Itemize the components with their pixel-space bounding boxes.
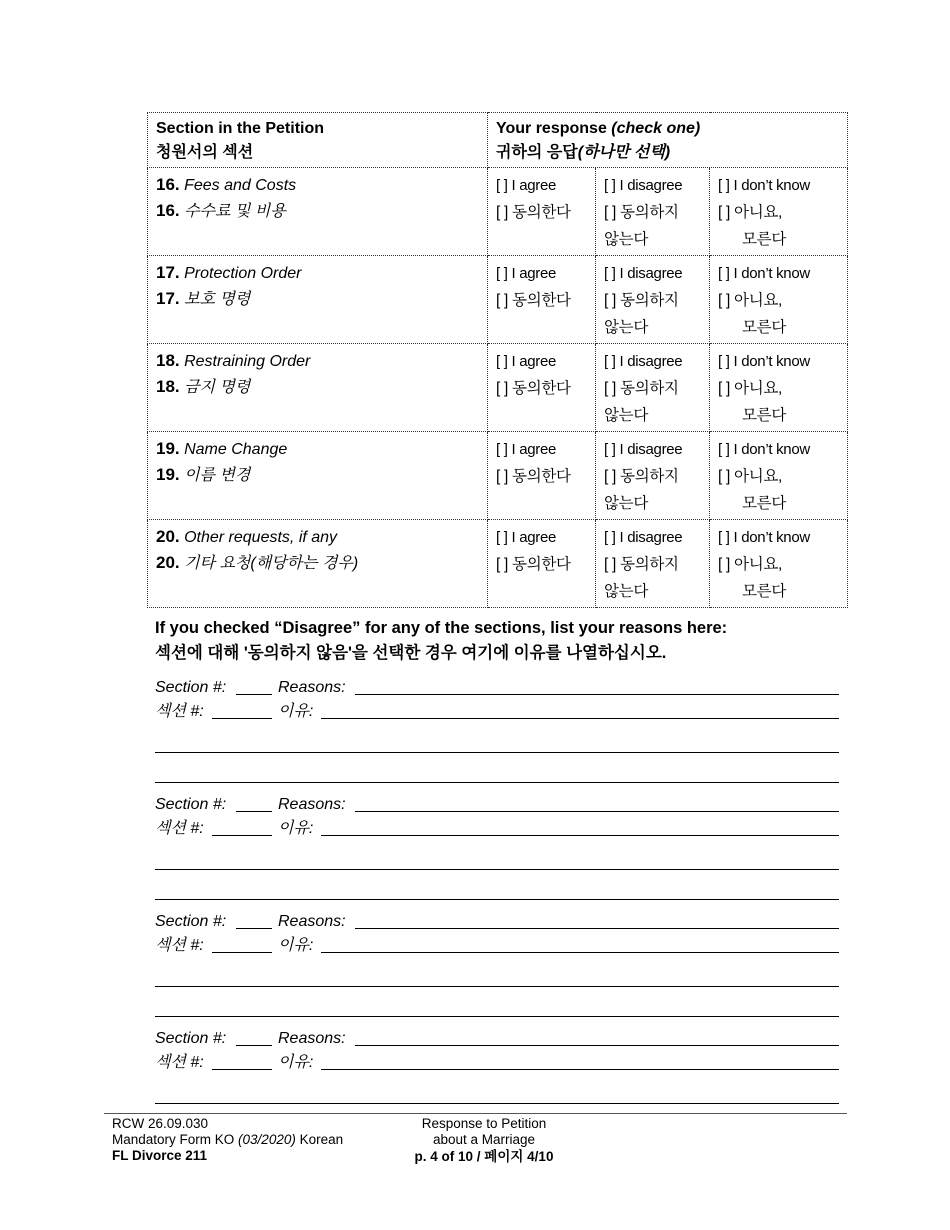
disagree-checkbox[interactable]	[596, 520, 710, 608]
disagree-checkbox[interactable]	[596, 256, 710, 344]
reasons-heading	[155, 616, 727, 666]
footer-form-id: FL Divorce 211	[112, 1148, 208, 1163]
disagree-label-ko: [ ] 동의하지	[604, 380, 679, 397]
dont-know-checkbox[interactable]	[710, 520, 848, 608]
agree-checkbox[interactable]	[488, 520, 596, 608]
disagree-label-en: [ ] I disagree	[604, 265, 683, 282]
dont-know-label-en: [ ] I don’t know	[718, 529, 810, 546]
section-title-en: Other requests, if any	[184, 529, 338, 546]
header-response-ko: 귀하의 응답	[496, 144, 578, 161]
section-label-ko: 섹션 #:	[155, 703, 204, 720]
agree-label-en: [ ] I agree	[496, 529, 557, 546]
footer-title-line1: Response to Petition	[421, 1116, 547, 1131]
reasons-label-en: Reasons:	[278, 796, 346, 813]
reasons-field[interactable]	[355, 676, 839, 695]
table-row	[148, 168, 848, 256]
footer-page-number: p. 4 of 10 / 페이지 4/10	[414, 1149, 554, 1164]
section-title-en: Restraining Order	[184, 353, 311, 370]
table-row	[148, 520, 848, 608]
agree-checkbox[interactable]	[488, 168, 596, 256]
reasons-line[interactable]	[155, 734, 839, 753]
reasons-field-ko[interactable]	[321, 700, 839, 719]
section-title-ko: 보호 명령	[184, 291, 251, 308]
agree-label-ko: [ ] 동의한다	[496, 468, 571, 485]
section-title-en: Name Change	[184, 441, 288, 458]
section-number-field-ko[interactable]	[212, 934, 272, 953]
dont-know-checkbox[interactable]	[710, 432, 848, 520]
disagree-label-ko-2: 않는다	[604, 319, 649, 336]
section-title-ko: 금지 명령	[184, 379, 251, 396]
section-label-en: Section #:	[155, 913, 227, 930]
footer-rcw: RCW 26.09.030	[112, 1116, 209, 1131]
agree-label-ko: [ ] 동의한다	[496, 204, 571, 221]
section-cell	[148, 432, 488, 520]
disagree-checkbox[interactable]	[596, 432, 710, 520]
agree-label-en: [ ] I agree	[496, 441, 557, 458]
reasons-line[interactable]	[155, 998, 839, 1017]
reasons-field[interactable]	[355, 793, 839, 812]
dont-know-label-ko: [ ] 아니요,	[718, 380, 783, 397]
section-number: 19.	[156, 465, 180, 484]
dont-know-label-ko: [ ] 아니요,	[718, 468, 783, 485]
reasons-label-ko: 이유:	[278, 1054, 314, 1071]
section-number: 18.	[156, 351, 180, 370]
disagree-label-ko: [ ] 동의하지	[604, 204, 679, 221]
dont-know-label-ko-2: 모른다	[742, 407, 787, 424]
section-number: 17.	[156, 289, 180, 308]
reasons-label-ko: 이유:	[278, 703, 314, 720]
header-response-en-italic: (check one)	[611, 120, 701, 137]
dont-know-label-ko-2: 모른다	[742, 319, 787, 336]
reasons-heading-ko: 섹션에 대해 '동의하지 않음'을 선택한 경우 여기에 이유를 나열하십시오.	[155, 644, 667, 662]
footer-form-date: (03/2020)	[238, 1132, 296, 1147]
section-number-field[interactable]	[236, 1027, 272, 1046]
agree-label-ko: [ ] 동의한다	[496, 292, 571, 309]
disagree-label-en: [ ] I disagree	[604, 353, 683, 370]
reasons-field-ko[interactable]	[321, 817, 839, 836]
dont-know-checkbox[interactable]	[710, 344, 848, 432]
section-label-ko: 섹션 #:	[155, 937, 204, 954]
header-section-ko: 청원서의 섹션	[156, 144, 254, 161]
section-number-field[interactable]	[236, 910, 272, 929]
dont-know-label-ko: [ ] 아니요,	[718, 556, 783, 573]
header-section-en: Section in the Petition	[156, 120, 325, 137]
disagree-checkbox[interactable]	[596, 168, 710, 256]
footer-form-prefix: Mandatory Form KO	[112, 1132, 239, 1147]
dont-know-label-ko-2: 모른다	[742, 231, 787, 248]
dont-know-label-ko-2: 모른다	[742, 495, 787, 512]
disagree-label-en: [ ] I disagree	[604, 529, 683, 546]
agree-label-ko: [ ] 동의한다	[496, 380, 571, 397]
table-row	[148, 256, 848, 344]
section-number: 16.	[156, 201, 180, 220]
header-response-ko-italic: (하나만 선택)	[577, 144, 671, 161]
dont-know-label-en: [ ] I don’t know	[718, 265, 810, 282]
agree-label-ko: [ ] 동의한다	[496, 556, 571, 573]
section-label-ko: 섹션 #:	[155, 1054, 204, 1071]
disagree-label-ko-2: 않는다	[604, 231, 649, 248]
reasons-line[interactable]	[155, 764, 839, 783]
reasons-label-en: Reasons:	[278, 679, 346, 696]
reasons-label-ko: 이유:	[278, 937, 314, 954]
section-label-en: Section #:	[155, 679, 227, 696]
disagree-label-ko-2: 않는다	[604, 407, 649, 424]
header-section-cell	[148, 113, 488, 168]
section-number-field-ko[interactable]	[212, 1051, 272, 1070]
dont-know-checkbox[interactable]	[710, 256, 848, 344]
header-response-cell	[488, 113, 848, 168]
reasons-field[interactable]	[355, 1027, 839, 1046]
dont-know-label-ko: [ ] 아니요,	[718, 204, 783, 221]
dont-know-label-ko: [ ] 아니요,	[718, 292, 783, 309]
reasons-field[interactable]	[355, 910, 839, 929]
section-cell	[148, 520, 488, 608]
section-number: 18.	[156, 377, 180, 396]
footer-form-suffix: Korean	[295, 1132, 344, 1147]
reasons-field-ko[interactable]	[321, 934, 839, 953]
reasons-line[interactable]	[155, 1085, 839, 1104]
footer-title-line2: about a Marriage	[432, 1132, 536, 1147]
dont-know-label-en: [ ] I don’t know	[718, 353, 810, 370]
section-title-ko: 수수료 및 비용	[184, 203, 286, 220]
response-table	[147, 112, 848, 608]
section-number: 20.	[156, 553, 180, 572]
section-number-field-ko[interactable]	[212, 817, 272, 836]
section-title-en: Protection Order	[184, 265, 302, 282]
reasons-line[interactable]	[155, 851, 839, 870]
section-cell	[148, 168, 488, 256]
dont-know-checkbox[interactable]	[710, 168, 848, 256]
reasons-label-ko: 이유:	[278, 820, 314, 837]
table-header-row	[148, 113, 848, 168]
section-number-field[interactable]	[236, 676, 272, 695]
section-label-ko: 섹션 #:	[155, 820, 204, 837]
disagree-label-en: [ ] I disagree	[604, 177, 683, 194]
section-number: 19.	[156, 439, 180, 458]
section-title-ko: 이름 변경	[184, 467, 251, 484]
section-cell	[148, 344, 488, 432]
reasons-heading-en: If you checked “Disagree” for any of the sections, list your reasons here:	[155, 619, 728, 637]
dont-know-label-en: [ ] I don’t know	[718, 177, 810, 194]
section-label-en: Section #:	[155, 796, 227, 813]
header-response-en: Your response	[496, 120, 612, 137]
section-title-en: Fees and Costs	[184, 177, 297, 194]
table-row	[148, 432, 848, 520]
agree-label-en: [ ] I agree	[496, 353, 557, 370]
section-number-field[interactable]	[236, 793, 272, 812]
table-row	[148, 344, 848, 432]
disagree-label-ko: [ ] 동의하지	[604, 556, 679, 573]
reasons-field-ko[interactable]	[321, 1051, 839, 1070]
dont-know-label-ko-2: 모른다	[742, 583, 787, 600]
reasons-label-en: Reasons:	[278, 1030, 346, 1047]
agree-label-en: [ ] I agree	[496, 265, 557, 282]
disagree-label-en: [ ] I disagree	[604, 441, 683, 458]
reasons-line[interactable]	[155, 968, 839, 987]
disagree-label-ko-2: 않는다	[604, 495, 649, 512]
agree-checkbox[interactable]	[488, 344, 596, 432]
reasons-label-en: Reasons:	[278, 913, 346, 930]
footer-form-info	[112, 1116, 343, 1164]
section-number: 17.	[156, 263, 180, 282]
section-title-ko: 기타 요청(해당하는 경우)	[184, 555, 359, 572]
dont-know-label-en: [ ] I don’t know	[718, 441, 810, 458]
reasons-line[interactable]	[155, 881, 839, 900]
section-number: 20.	[156, 527, 180, 546]
agree-label-en: [ ] I agree	[496, 177, 557, 194]
section-label-en: Section #:	[155, 1030, 227, 1047]
agree-checkbox[interactable]	[488, 256, 596, 344]
disagree-label-ko: [ ] 동의하지	[604, 292, 679, 309]
disagree-label-ko-2: 않는다	[604, 583, 649, 600]
footer-title	[380, 1116, 588, 1165]
agree-checkbox[interactable]	[488, 432, 596, 520]
section-number-field-ko[interactable]	[212, 700, 272, 719]
section-number: 16.	[156, 175, 180, 194]
disagree-checkbox[interactable]	[596, 344, 710, 432]
disagree-label-ko: [ ] 동의하지	[604, 468, 679, 485]
section-cell	[148, 256, 488, 344]
footer-divider	[104, 1113, 847, 1114]
